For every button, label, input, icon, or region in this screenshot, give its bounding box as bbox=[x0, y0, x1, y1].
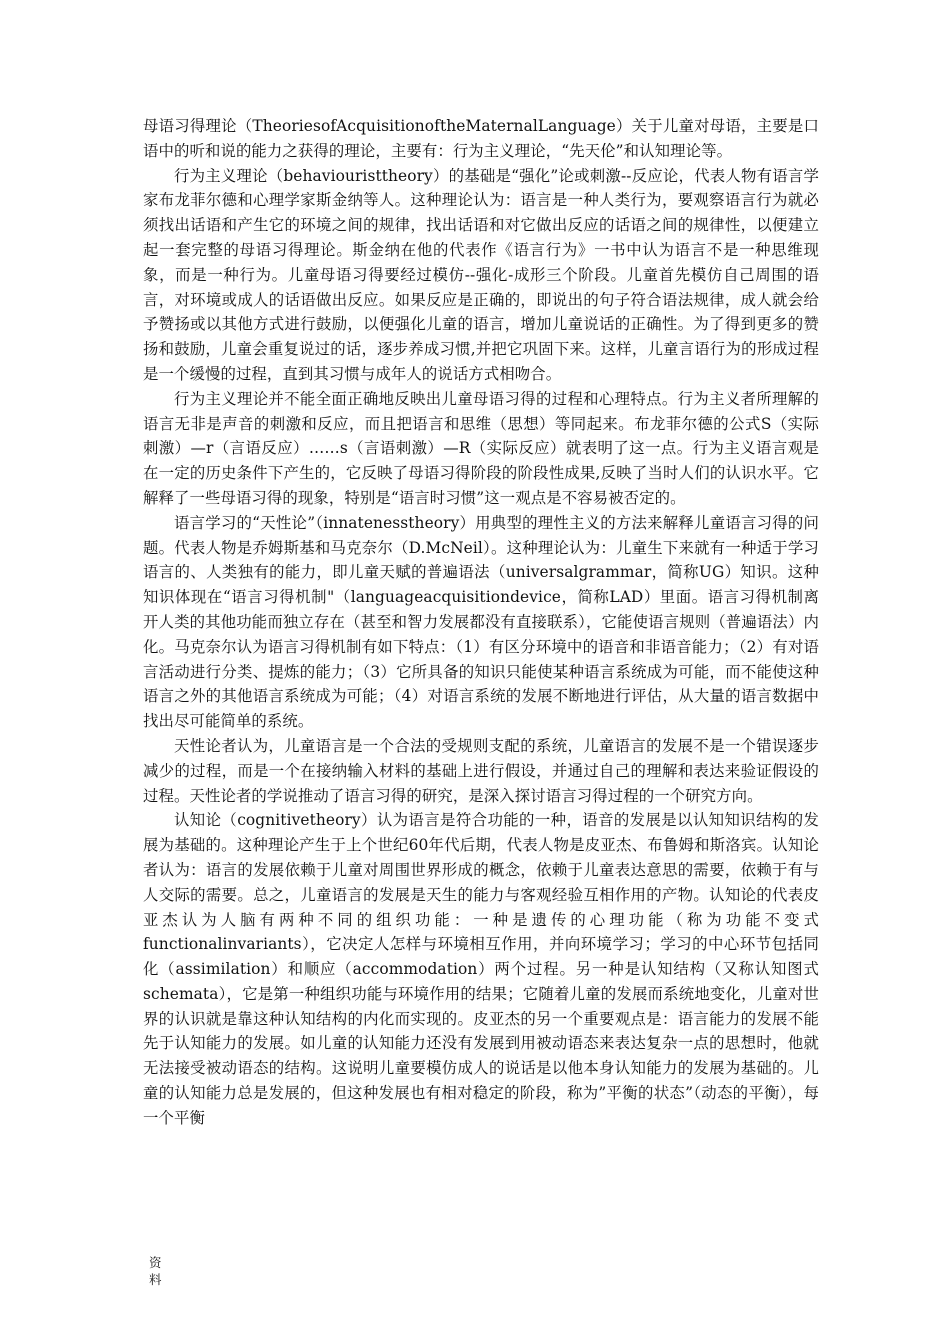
footer-char-2: 料 bbox=[149, 1272, 162, 1287]
behaviorism-paragraph: 行为主义理论（behaviouristtheory）的基础是“强化”论或刺激--反应论，代表人物有语言学家布龙菲尔德和心理学家斯金纳等人。这种理论认为：语言是一种人类行为，要观察语言行为就必须找出话语和产生它的环境之间的规律，找出话语和对它做出反应的话语之间的规律性，以便建立起一套完整的母语习得理论。斯金纳在他的代表作《语言行为》一书中认为语言不是一种思维现象，而是一种行为。儿童母语习得要经过模仿--强化-成形三个阶段。儿童首先模仿自己周围的语言，对环境或成人的话语做出反应。如果反应是正确的，即说出的句子符合语法规律，成人就会给予赞扬或以其他方式进行鼓励，以便强化儿童的语言，增加儿童说话的正确性。为了得到更多的赞扬和鼓励，儿童会重复说过的话，逐步养成习惯,并把它巩固下来。这样，儿童言语行为的形成过程是一个缓慢的过程，直到其习惯与成年人的说话方式相吻合。 bbox=[143, 166, 819, 383]
innateness-view-paragraph: 天性论者认为，儿童语言是一个合法的受规则支配的系统，儿童语言的发展不是一个错误逐步减少的过程，而是一个在接纳输入材料的基础上进行假设，并通过自己的理解和表达来验证假设的过程。天性论者的学说推动了语言习得的研究，是深入探讨语言习得过程的一个研究方向。 bbox=[143, 736, 819, 805]
behaviorism-critique-paragraph: 行为主义理论并不能全面正确地反映出儿童母语习得的过程和心理特点。行为主义者所理解的语言无非是声音的刺激和反应，而且把语言和思维（思想）等同起来。布龙菲尔德的公式S（实际刺激）—r（言语反应）……s（言语刺激）—R（实际反应）就表明了这一点。行为主义语言观是在一定的历史条件下产生的，它反映了母语习得阶段的阶段性成果,反映了当时人们的认识水平。它解释了一些母语习得的现象，特别是“语言时习惯”这一观点是不容易被否定的。 bbox=[143, 389, 819, 507]
footer-char-1: 资 bbox=[149, 1255, 162, 1270]
innateness-paragraph: 语言学习的“天性论”（innatenesstheory）用典型的理性主义的方法来解释儿童语言习得的问题。代表人物是乔姆斯基和马克奈尔（D.McNeil）。这种理论认为：儿童生下来就有一种适于学习语言的、人类独有的能力，即儿童天赋的普遍语法（universalgrammar，简称UG）知识。这种知识体现在“语言习得机制"（languageacquisitiondevice，简称LAD）里面。语言习得机制离开人类的其他功能而独立存在（甚至和智力发展都没有直接联系），它能使语言规则（普遍语法）内化。马克奈尔认为语言习得机制有如下特点：（1）有区分环境中的语音和非语音能力；（2）有对语言活动进行分类、提炼的能力；（3）它所具备的知识只能使某种语言系统成为可能，而不能使这种语言之外的其他语言系统成为可能；（4）对语言系统的发展不断地进行评估，从大量的语言数据中找出尽可能简单的系统。 bbox=[143, 513, 819, 731]
intro-paragraph: 母语习得理论（TheoriesofAcquisitionoftheMaternalLanguage）关于儿童对母语，主要是口语中的听和说的能力之获得的理论，主要有：行为主义理论，“先天伦”和认知理论等。 bbox=[143, 117, 819, 160]
page-footer bbox=[149, 1254, 169, 1288]
cognitive-theory-paragraph: 认知论（cognitivetheory）认为语言是符合功能的一种，语音的发展是以认知知识结构的发展为基础的。这种理论产生于上个世纪60年代后期，代表人物是皮亚杰、布鲁姆和斯洛宾。认知论者认为：语言的发展依赖于儿童对周围世界形成的概念，依赖于儿童表达意思的需要，依赖于有与人交际的需要。总之，儿童语言的发展是天生的能力与客观经验互相作用的产物。认知论的代表皮亚杰认为人脑有两种不同的组织功能：一种是遗传的心理功能（称为功能不变式functionalinvariants），它决定人怎样与环境相互作用，并向环境学习；学习的中心环节包括同化（assimilation）和顺应（accommodation）两个过程。另一种是认知结构（又称认知图式schemata），它是第一种组织功能与环境作用的结果；它随着儿童的发展而系统地变化，儿童对世界的认识就是靠这种认知结构的内化而实现的。皮亚杰的另一个重要观点是：语言能力的发展不能先于认知能力的发展。如儿童的认知能力还没有发展到用被动语态来表达复杂一点的思想时，他就无法接受被动语态的结构。这说明儿童要模仿成人的说话是以他本身认知能力的发展为基础的。儿童的认知能力总是发展的，但这种发展也有相对稳定的阶段，称为”平衡的状态”（动态的平衡），每一个平衡 bbox=[143, 811, 819, 1127]
body-text bbox=[143, 114, 819, 1131]
